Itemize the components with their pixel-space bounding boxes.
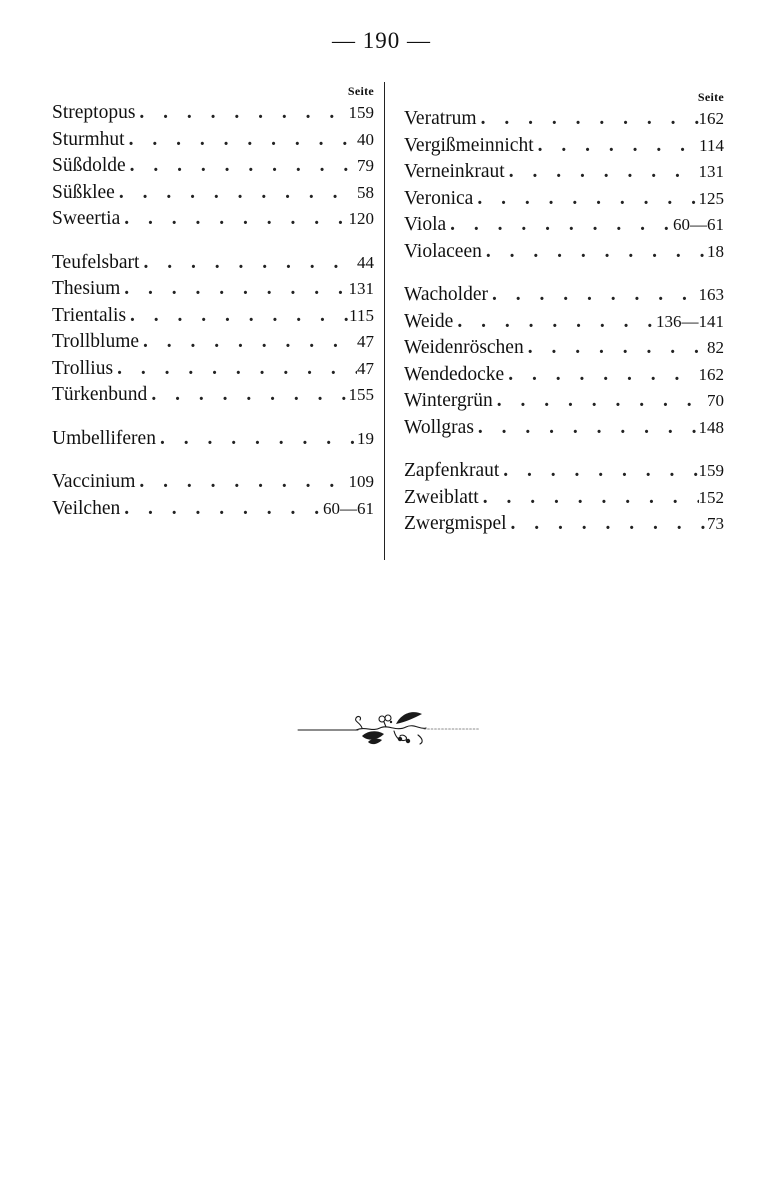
entry-page: 18 bbox=[707, 241, 724, 261]
entry-term: Viola bbox=[404, 214, 447, 235]
entry-page: 159 bbox=[348, 103, 374, 122]
page-number: — 190 — bbox=[332, 28, 431, 53]
leader-dots bbox=[474, 415, 699, 442]
entry-term: Zwergmispel bbox=[404, 513, 507, 534]
index-entry bbox=[404, 186, 724, 213]
entry-page: 136—141 bbox=[656, 311, 724, 331]
leader-dots bbox=[493, 388, 707, 415]
entry-page: 114 bbox=[699, 135, 724, 155]
entry-term: Süßdolde bbox=[52, 155, 126, 176]
entry-page: 115 bbox=[349, 305, 374, 325]
entry-term: Sturmhut bbox=[52, 128, 125, 150]
entry-term: Sweertia bbox=[52, 208, 121, 229]
index-entry bbox=[404, 159, 724, 186]
leader-dots bbox=[125, 127, 357, 154]
index-entry bbox=[52, 496, 374, 523]
page-column-header: Seite bbox=[697, 90, 724, 104]
leader-dots bbox=[126, 153, 357, 180]
entry-term: Trientalis bbox=[52, 304, 127, 326]
index-entry bbox=[52, 329, 374, 356]
entry-term: Vergißmeinnicht bbox=[404, 134, 534, 156]
entry-page: 162 bbox=[698, 109, 724, 128]
index-entry bbox=[52, 426, 374, 453]
index-entry bbox=[52, 250, 374, 277]
leader-dots bbox=[120, 276, 348, 303]
leader-dots bbox=[147, 382, 348, 409]
leader-dots bbox=[499, 458, 698, 485]
entry-term: Trollius bbox=[52, 357, 114, 379]
index-entry bbox=[404, 485, 724, 512]
index-entry bbox=[404, 133, 724, 160]
leader-dots bbox=[446, 212, 673, 239]
index-entry bbox=[404, 106, 724, 133]
entry-page: 162 bbox=[698, 364, 724, 384]
entry-page: 60—61 bbox=[323, 498, 374, 518]
entry-page: 60—61 bbox=[673, 215, 724, 234]
index-list bbox=[404, 106, 724, 538]
leader-dots bbox=[473, 186, 698, 213]
entry-page: 148 bbox=[698, 417, 724, 437]
index-entry bbox=[404, 239, 724, 266]
leader-dots bbox=[477, 106, 699, 133]
leader-dots bbox=[139, 329, 357, 356]
leader-dots bbox=[156, 426, 357, 453]
entry-page: 40 bbox=[357, 129, 374, 149]
entry-term: Wendedocke bbox=[404, 363, 505, 385]
index-entry bbox=[52, 356, 374, 383]
entry-page: 82 bbox=[707, 338, 724, 357]
floral-vignette-icon bbox=[296, 706, 482, 752]
entry-term: Wacholder bbox=[404, 284, 488, 305]
index-entry bbox=[404, 335, 724, 362]
entry-page: 19 bbox=[357, 428, 374, 448]
index-entry bbox=[52, 100, 374, 127]
entry-term: Verneinkraut bbox=[404, 161, 505, 182]
index-entry bbox=[404, 309, 724, 336]
entry-page: 163 bbox=[698, 285, 724, 304]
leader-dots bbox=[507, 511, 707, 538]
entry-page: 73 bbox=[707, 514, 724, 533]
entry-page: 120 bbox=[348, 209, 374, 228]
index-column-right bbox=[404, 80, 724, 538]
leader-dots bbox=[113, 356, 357, 383]
leader-dots bbox=[135, 469, 348, 496]
leader-dots bbox=[139, 250, 357, 277]
page-column-header: Seite bbox=[347, 84, 374, 98]
index-entry bbox=[404, 282, 724, 309]
entry-page: 58 bbox=[357, 182, 374, 202]
leader-dots bbox=[524, 335, 707, 362]
entry-page: 47 bbox=[357, 332, 374, 351]
entry-page: 155 bbox=[348, 385, 374, 404]
entry-term: Türkenbund bbox=[52, 384, 148, 405]
index-list bbox=[52, 100, 374, 522]
entry-term: Thesium bbox=[52, 278, 121, 299]
index-entry bbox=[404, 415, 724, 442]
entry-term: Umbelliferen bbox=[52, 427, 156, 449]
entry-term: Vaccinium bbox=[52, 471, 136, 492]
leader-dots bbox=[115, 180, 357, 207]
leader-dots bbox=[120, 496, 323, 523]
index-column-left bbox=[52, 80, 374, 522]
entry-term: Wintergrün bbox=[404, 390, 493, 411]
entry-page: 79 bbox=[357, 156, 374, 175]
entry-page: 125 bbox=[698, 188, 724, 208]
entry-page: 70 bbox=[707, 391, 724, 410]
leader-dots bbox=[504, 362, 698, 389]
index-entry bbox=[52, 127, 374, 154]
leader-dots bbox=[453, 309, 656, 336]
entry-term: Zapfenkraut bbox=[404, 460, 500, 481]
index-entry bbox=[52, 206, 374, 233]
entry-term: Weide bbox=[404, 310, 454, 332]
entry-page: 44 bbox=[357, 252, 374, 272]
column-divider bbox=[384, 82, 385, 560]
entry-page: 152 bbox=[698, 487, 724, 507]
leader-dots bbox=[126, 303, 349, 330]
leader-dots bbox=[120, 206, 348, 233]
index-entry bbox=[52, 153, 374, 180]
entry-term: Trollblume bbox=[52, 331, 140, 352]
entry-page: 159 bbox=[698, 461, 724, 480]
entry-term: Süßklee bbox=[52, 181, 115, 203]
leader-dots bbox=[479, 485, 699, 512]
entry-page: 131 bbox=[698, 162, 724, 181]
leader-dots bbox=[505, 159, 699, 186]
index-entry bbox=[52, 303, 374, 330]
entry-term: Wollgras bbox=[404, 416, 474, 438]
entry-term: Zweiblatt bbox=[404, 486, 479, 508]
index-entry bbox=[404, 362, 724, 389]
leader-dots bbox=[135, 100, 348, 127]
entry-page: 47 bbox=[357, 358, 374, 378]
entry-page: 131 bbox=[348, 279, 374, 298]
entry-term: Veratrum bbox=[404, 108, 477, 129]
entry-term: Veronica bbox=[404, 187, 474, 209]
index-entry bbox=[52, 180, 374, 207]
entry-term: Weidenröschen bbox=[404, 337, 524, 358]
index-entry bbox=[404, 511, 724, 538]
leader-dots bbox=[534, 133, 700, 160]
leader-dots bbox=[482, 239, 707, 266]
index-entry bbox=[52, 469, 374, 496]
entry-page: 109 bbox=[348, 472, 374, 491]
entry-term: Veilchen bbox=[52, 497, 121, 519]
leader-dots bbox=[488, 282, 699, 309]
entry-term: Streptopus bbox=[52, 102, 136, 123]
index-entry bbox=[52, 382, 374, 409]
index-entry bbox=[52, 276, 374, 303]
index-entry bbox=[404, 458, 724, 485]
entry-term: Violaceen bbox=[404, 240, 482, 262]
entry-term: Teufelsbart bbox=[52, 251, 140, 273]
index-entry bbox=[404, 388, 724, 415]
index-entry bbox=[404, 212, 724, 239]
